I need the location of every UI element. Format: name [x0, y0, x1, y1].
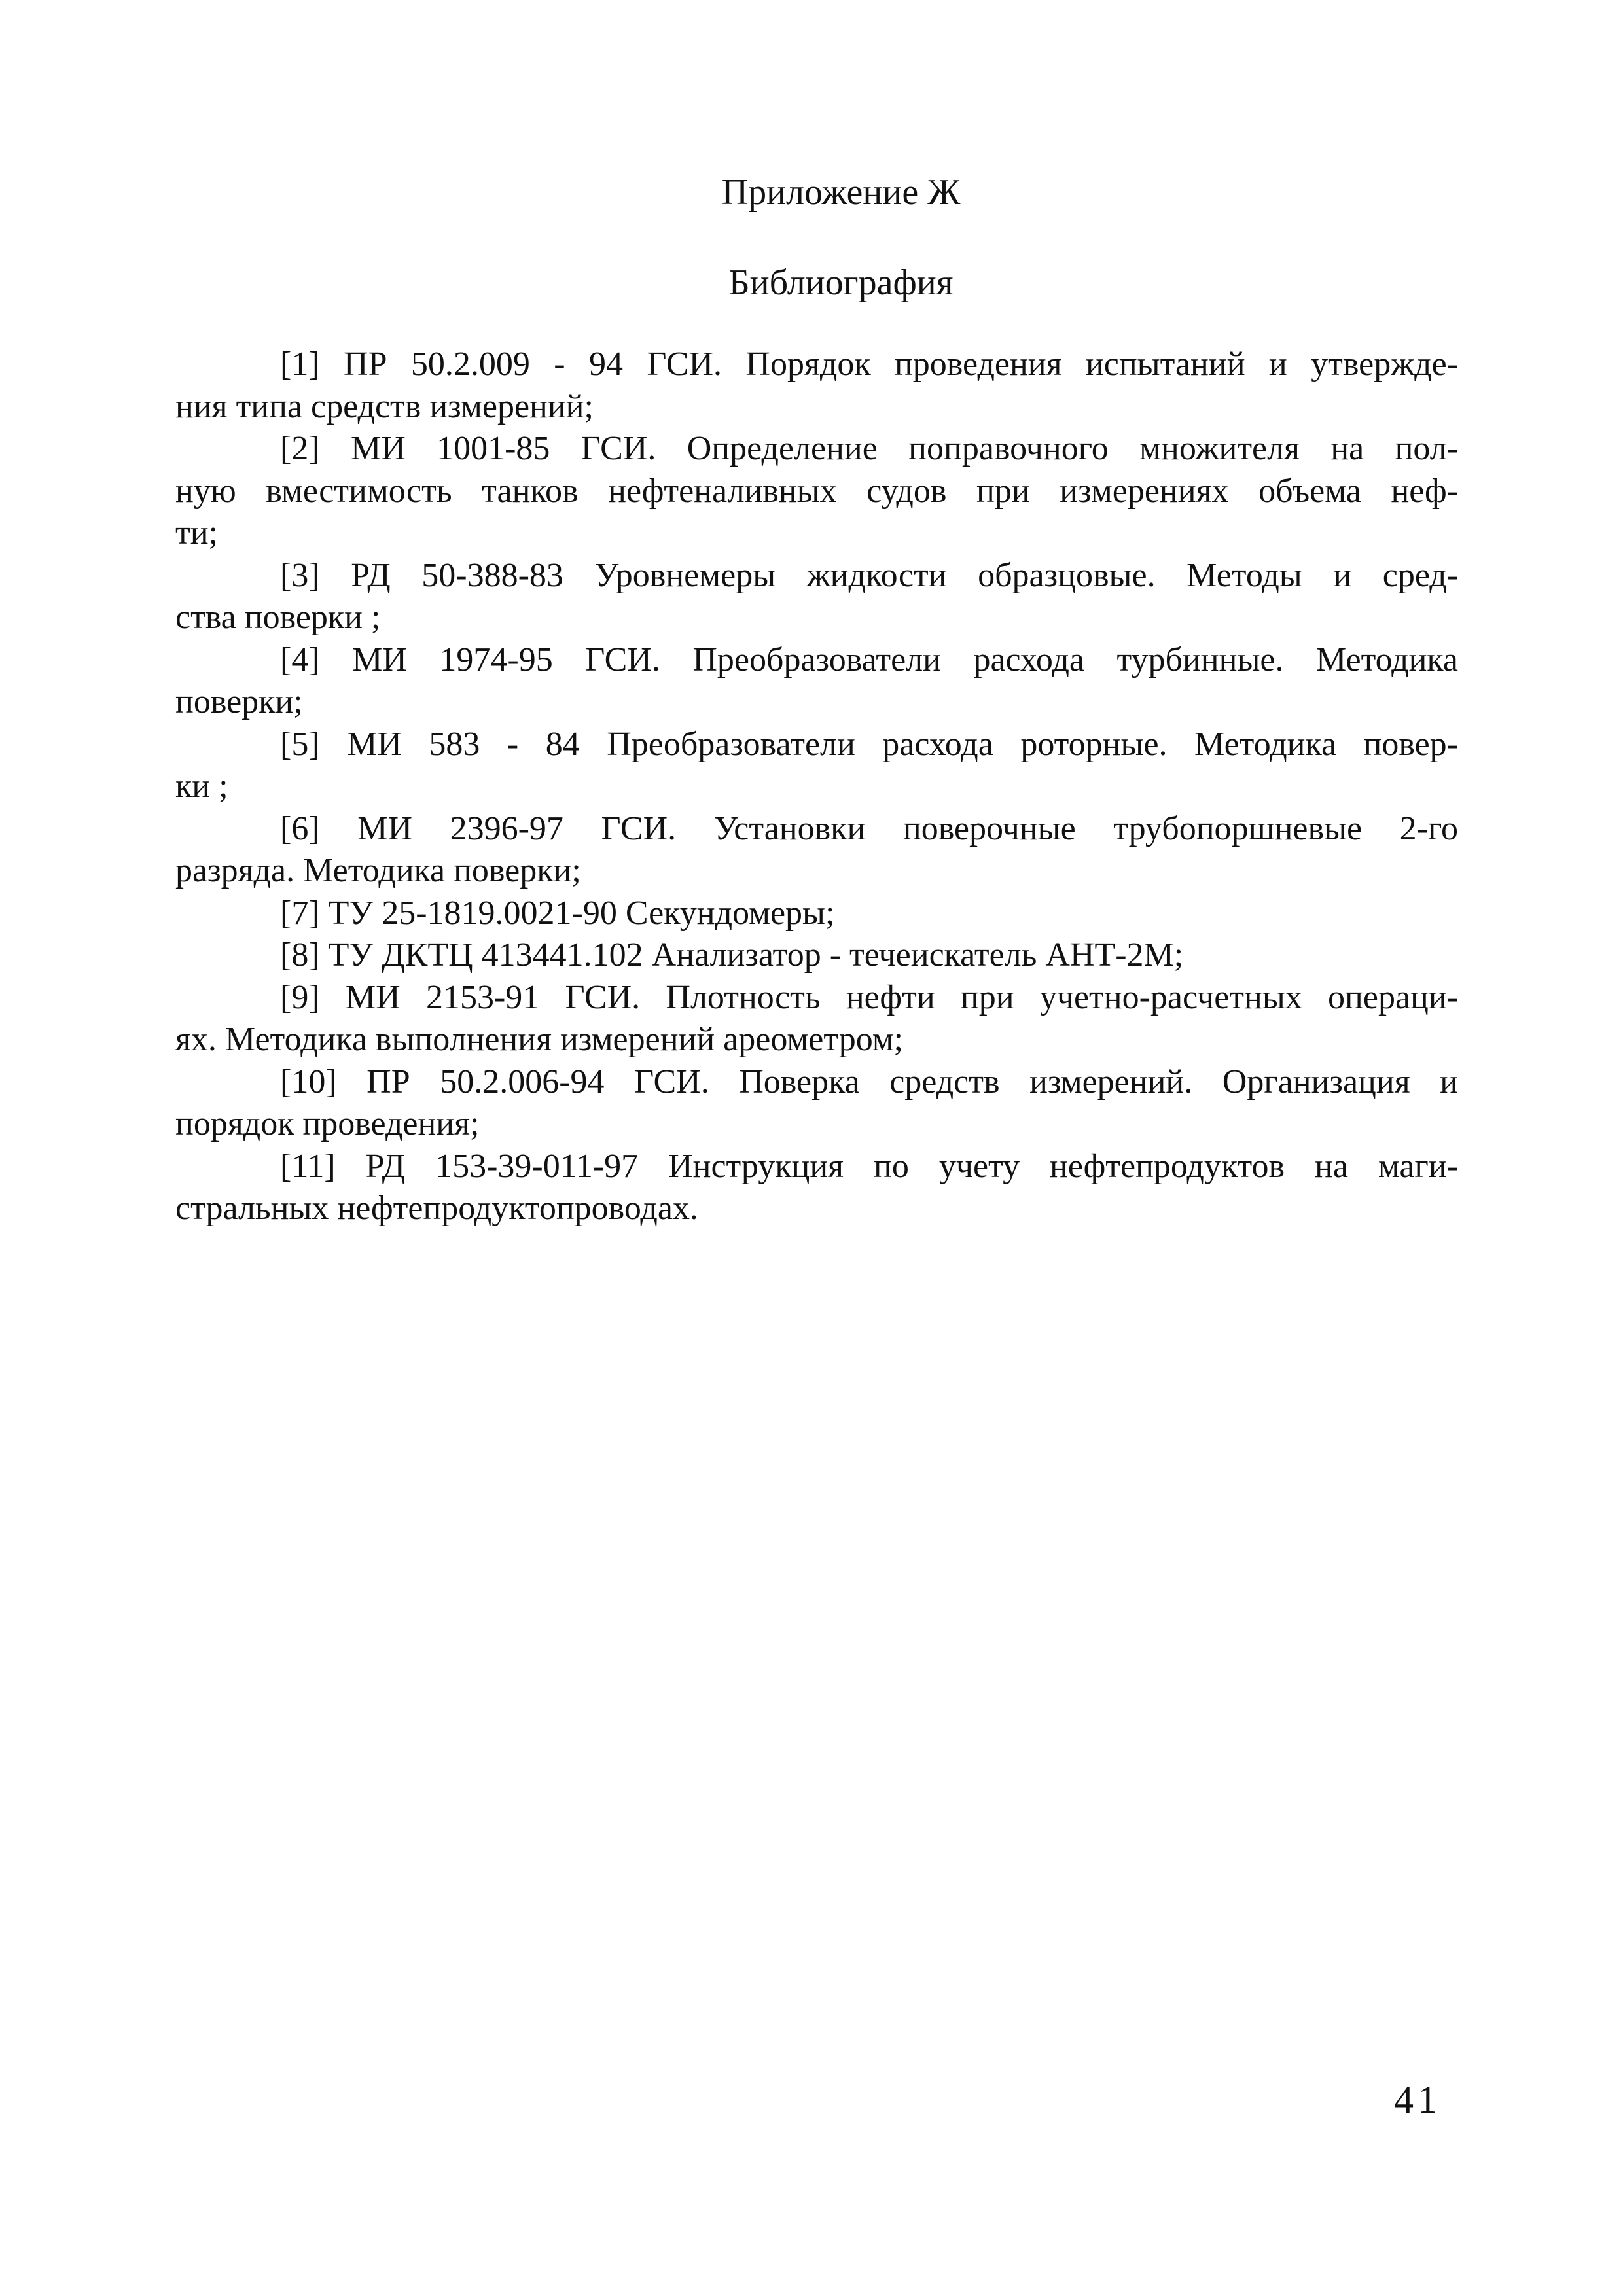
bibliography-entry-4 — [175, 639, 1458, 724]
entry-line: [9] МИ 2153-91 ГСИ. Плотность нефти при учетно-расчетных операци- — [280, 978, 1458, 1016]
entry-line: [2] МИ 1001-85 ГСИ. Определение поправочного множителя на пол- — [280, 430, 1458, 467]
entry-line: [8] ТУ ДКТЦ 413441.102 Анализатор - течеискатель АНТ-2М; — [280, 936, 1184, 974]
entry-line: [1] ПР 50.2.009 - 94 ГСИ. Порядок проведения испытаний и утвержде- — [280, 345, 1458, 383]
bibliography-entry-5 — [175, 724, 1458, 808]
page-number: 41 — [1394, 2078, 1441, 2121]
entry-line: [6] МИ 2396-97 ГСИ. Установки поверочные трубопоршневые 2-го — [280, 809, 1458, 847]
entry-line: разряда. Методика поверки; — [175, 852, 581, 889]
entry-line: [5] МИ 583 - 84 Преобразователи расхода роторные. Методика повер- — [280, 725, 1458, 763]
entry-line: ную вместимость танков нефтеналивных судов при измерениях объема неф- — [175, 472, 1458, 510]
entry-line: [10] ПР 50.2.006-94 ГСИ. Поверка средств измерений. Организация и — [280, 1063, 1458, 1101]
bibliography-list — [175, 344, 1458, 1230]
entry-line: ства поверки ; — [175, 599, 381, 636]
bibliography-entry-3 — [175, 555, 1458, 639]
bibliography-entry-9 — [175, 977, 1458, 1061]
entry-line: ти; — [175, 514, 218, 552]
bibliography-entry-2 — [175, 428, 1458, 555]
entry-line: ки ; — [175, 768, 228, 805]
bibliography-entry-1 — [175, 344, 1458, 428]
appendix-title: Приложение Ж — [721, 172, 961, 213]
entry-line: стральных нефтепродуктопроводах. — [175, 1190, 698, 1227]
entry-line: ния типа средств измерений; — [175, 387, 594, 425]
entry-line: [11] РД 153-39-011-97 Инструкция по учету нефтепродуктов на маги- — [280, 1147, 1458, 1185]
bibliography-entry-8 — [175, 934, 1458, 977]
entry-line: [4] МИ 1974-95 ГСИ. Преобразователи расхода турбинные. Методика — [280, 641, 1458, 679]
entry-line: [3] РД 50-388-83 Уровнемеры жидкости образцовые. Методы и сред- — [280, 556, 1458, 594]
entry-line: поверки; — [175, 683, 303, 720]
entry-line: [7] ТУ 25-1819.0021-90 Секундомеры; — [280, 894, 835, 932]
section-title: Библиография — [728, 262, 954, 303]
bibliography-entry-7 — [175, 892, 1458, 935]
entry-line: ях. Методика выполнения измерений ареометром; — [175, 1021, 904, 1058]
bibliography-entry-6 — [175, 808, 1458, 892]
entry-line: порядок проведения; — [175, 1105, 480, 1142]
bibliography-entry-11 — [175, 1146, 1458, 1230]
bibliography-entry-10 — [175, 1061, 1458, 1146]
